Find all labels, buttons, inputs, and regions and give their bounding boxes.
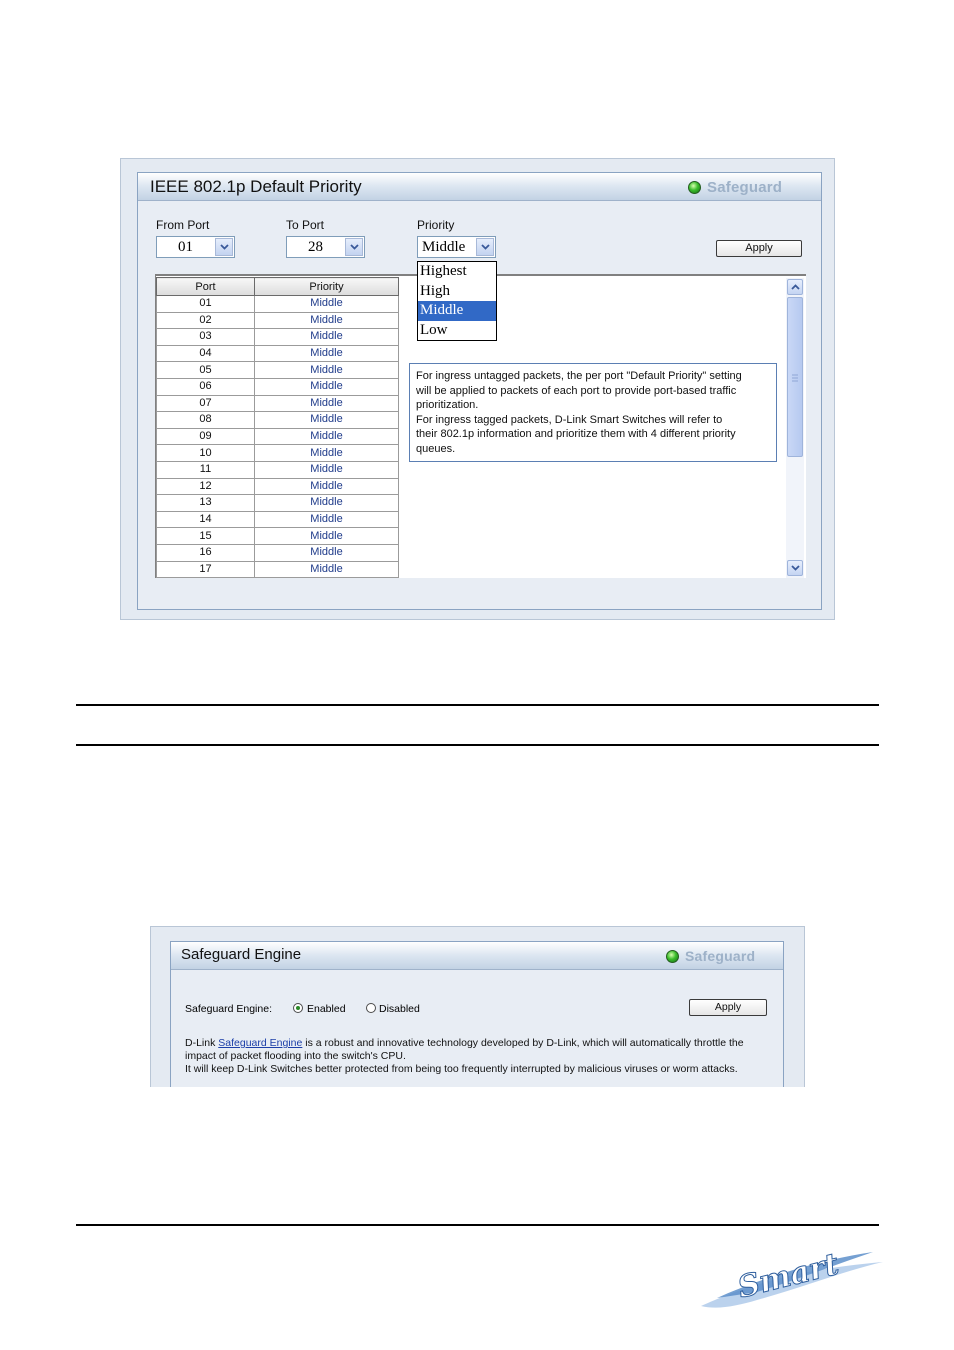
priority-cell: Middle (255, 461, 399, 478)
port-cell: 08 (157, 412, 255, 429)
priority-cell: Middle (255, 296, 399, 313)
desc-text: is a robust and innovative technology developed by D-Link, which will automatically throttle the (302, 1037, 744, 1049)
table-row (157, 345, 399, 362)
status-led-icon (666, 950, 679, 963)
enabled-radio[interactable] (293, 1003, 303, 1013)
desc-text: It will keep D-Link Switches better protected from being too frequently interrupted by malicious viruses or worm attacks. (185, 1063, 738, 1075)
divider (76, 1224, 879, 1226)
port-cell: 14 (157, 511, 255, 528)
port-cell: 02 (157, 312, 255, 329)
from-port-select[interactable] (156, 236, 235, 258)
priority-value: Middle (422, 239, 466, 255)
panel-title: Safeguard Engine (181, 946, 302, 963)
port-cell: 10 (157, 445, 255, 462)
info-line: their 802.1p information and prioritize them with 4 different priority (416, 428, 736, 441)
to-port-select[interactable] (286, 236, 365, 258)
priority-cell: Middle (255, 362, 399, 379)
from-port-value: 01 (178, 239, 193, 255)
priority-dropdown-list[interactable] (417, 261, 497, 341)
table-row (157, 561, 399, 578)
port-cell: 06 (157, 378, 255, 395)
info-line: will be applied to packets of each port to provide port-based traffic (416, 384, 737, 397)
chevron-down-icon[interactable] (215, 238, 233, 256)
priority-cell: Middle (255, 495, 399, 512)
port-cell: 13 (157, 495, 255, 512)
table-row (157, 296, 399, 313)
priority-panel-titlebar (138, 173, 821, 201)
priority-label: Priority (417, 218, 455, 232)
table-row (157, 544, 399, 561)
table-row (157, 445, 399, 462)
safeguard-logo (688, 179, 782, 195)
port-cell: 17 (157, 561, 255, 578)
port-cell: 12 (157, 478, 255, 495)
table-row (157, 395, 399, 412)
safeguard-logo-text: Safeguard (707, 178, 783, 196)
safeguard-panel-titlebar (171, 942, 783, 970)
table-row (157, 495, 399, 512)
port-cell: 16 (157, 544, 255, 561)
table-row (157, 461, 399, 478)
priority-cell: Middle (255, 312, 399, 329)
desc-prefix: D-Link (185, 1037, 219, 1049)
smart-logo-text: Smart (734, 1246, 843, 1306)
port-cell: 15 (157, 528, 255, 545)
smart-logo-icon (697, 1240, 887, 1312)
priority-cell: Middle (255, 412, 399, 429)
column-header-port: Port (157, 278, 255, 296)
table-row (157, 412, 399, 429)
info-line: For ingress untagged packets, the per port "Default Priority" setting (416, 370, 742, 382)
port-priority-table (156, 277, 399, 578)
table-row (157, 362, 399, 379)
safeguard-logo (666, 948, 755, 964)
divider (76, 744, 879, 746)
priority-cell: Middle (255, 378, 399, 395)
apply-button[interactable]: Apply (689, 999, 767, 1016)
priority-cell: Middle (255, 428, 399, 445)
desc-text: impact of packet flooding into the switch's CPU. (185, 1050, 406, 1062)
safeguard-engine-link[interactable]: Safeguard Engine (218, 1037, 303, 1049)
port-cell: 09 (157, 428, 255, 445)
priority-cell: Middle (255, 544, 399, 561)
safeguard-logo-text: Safeguard (685, 948, 756, 964)
panel-title: IEEE 802.1p Default Priority (150, 177, 362, 196)
table-row (157, 378, 399, 395)
status-led-icon (688, 181, 701, 194)
priority-cell: Middle (255, 329, 399, 346)
apply-button[interactable]: Apply (716, 240, 802, 257)
column-header-priority: Priority (255, 278, 399, 296)
port-cell: 05 (157, 362, 255, 379)
safeguard-description (185, 1037, 770, 1076)
smart-logo (697, 1240, 887, 1312)
vertical-scrollbar[interactable] (786, 278, 804, 578)
priority-option-middle[interactable]: Middle (418, 301, 496, 321)
table-row (157, 478, 399, 495)
priority-option-low[interactable]: Low (420, 321, 448, 338)
priority-cell: Middle (255, 528, 399, 545)
scrollbar-thumb[interactable] (787, 297, 803, 457)
priority-info-box (409, 363, 777, 462)
from-port-label: From Port (156, 218, 210, 232)
table-row (157, 511, 399, 528)
port-cell: 01 (157, 296, 255, 313)
priority-option-high[interactable]: High (420, 282, 450, 299)
divider (76, 704, 879, 706)
disabled-label[interactable]: Disabled (379, 1003, 420, 1015)
priority-select[interactable] (417, 236, 496, 258)
info-line: For ingress tagged packets, D-Link Smart Switches will refer to (416, 413, 723, 426)
port-cell: 11 (157, 461, 255, 478)
table-row (157, 428, 399, 445)
scroll-up-icon[interactable] (787, 279, 803, 295)
chevron-down-icon[interactable] (345, 238, 363, 256)
priority-cell: Middle (255, 561, 399, 578)
table-row (157, 329, 399, 346)
to-port-value: 28 (308, 239, 323, 255)
info-line: queues. (416, 442, 456, 455)
port-cell: 04 (157, 345, 255, 362)
priority-cell: Middle (255, 445, 399, 462)
enabled-label[interactable]: Enabled (307, 1003, 346, 1015)
to-port-label: To Port (286, 218, 325, 232)
priority-cell: Middle (255, 478, 399, 495)
disabled-radio[interactable] (366, 1003, 376, 1013)
table-row (157, 312, 399, 329)
priority-cell: Middle (255, 395, 399, 412)
safeguard-engine-label: Safeguard Engine: (185, 1003, 272, 1015)
table-row (157, 528, 399, 545)
scroll-down-icon[interactable] (787, 560, 803, 576)
priority-option-highest[interactable]: Highest (420, 263, 467, 279)
port-cell: 03 (157, 329, 255, 346)
priority-cell: Middle (255, 511, 399, 528)
info-line: prioritization. (416, 399, 479, 412)
port-cell: 07 (157, 395, 255, 412)
priority-cell: Middle (255, 345, 399, 362)
chevron-down-icon[interactable] (476, 238, 494, 256)
